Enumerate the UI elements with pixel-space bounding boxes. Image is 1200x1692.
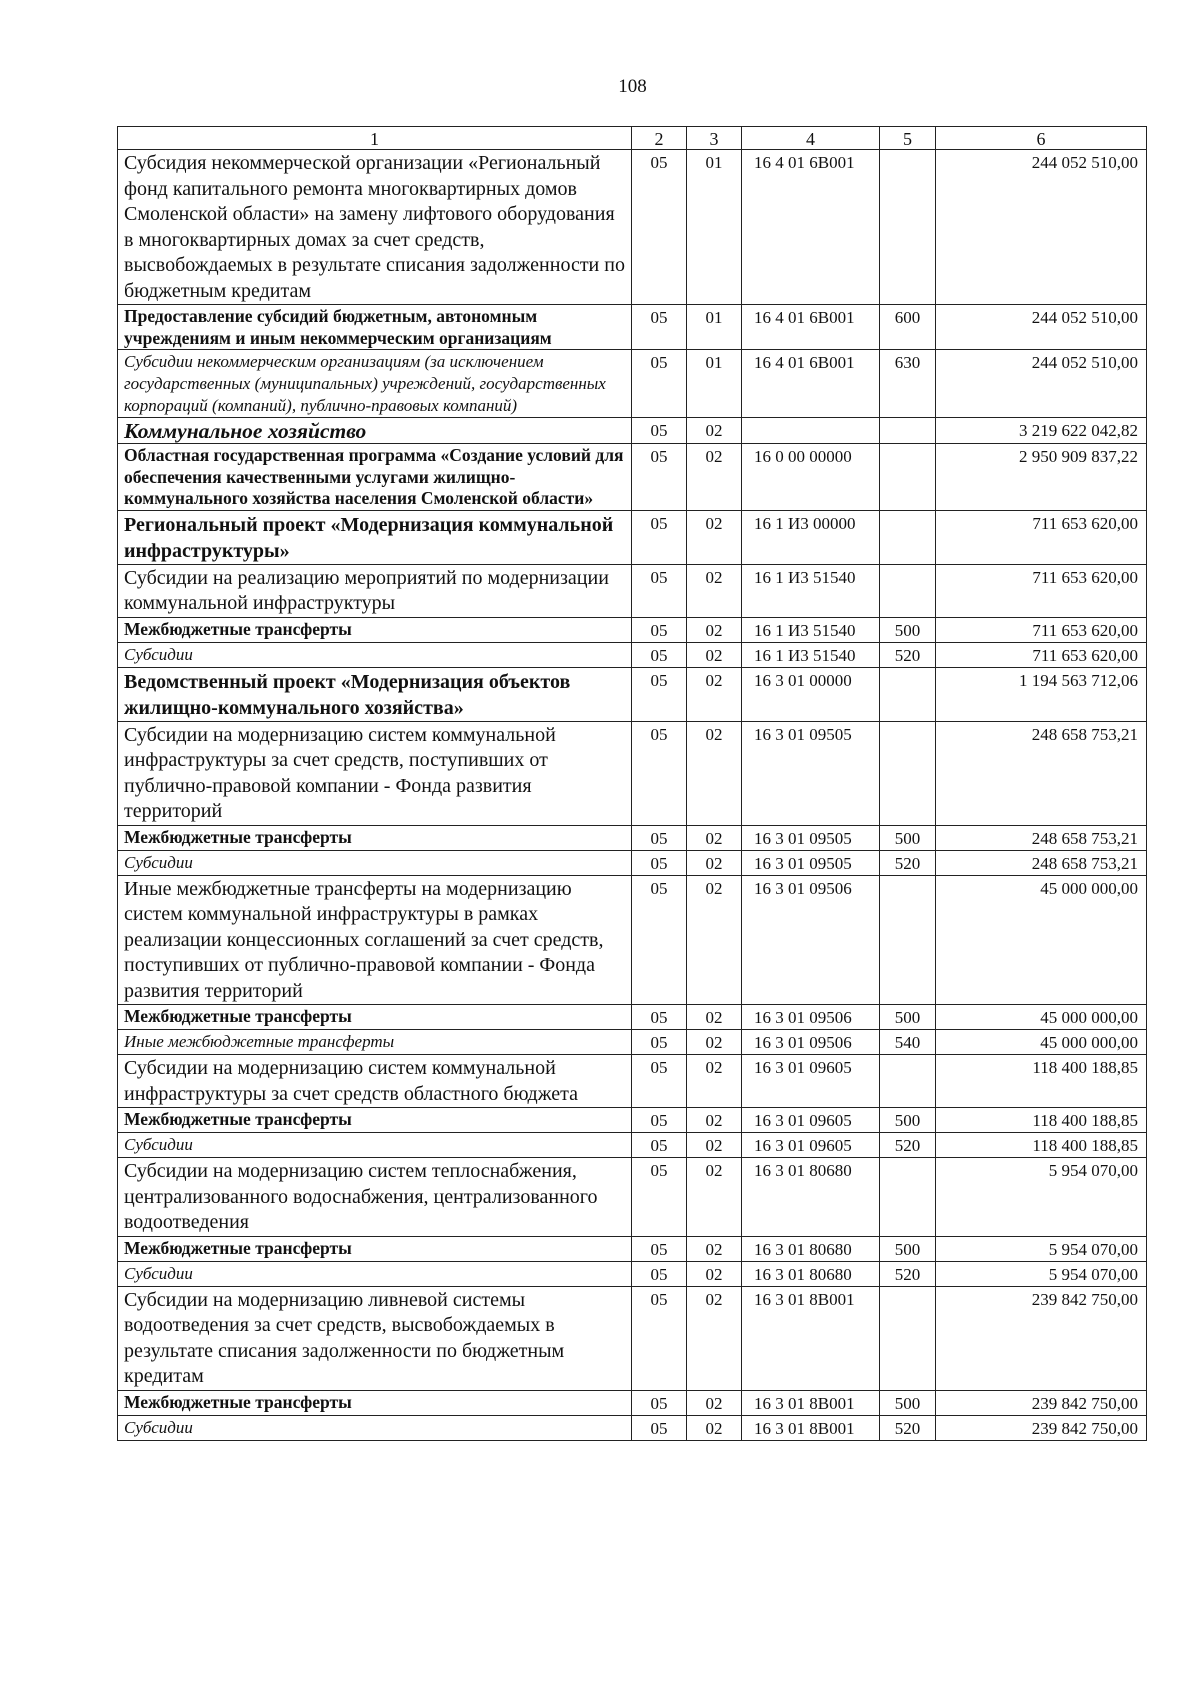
column-header-target-code: 4 (742, 127, 880, 150)
row-name-cell: Субсидии (118, 1133, 632, 1158)
row-expense-type-cell: 500 (880, 1390, 936, 1415)
row-section-cell: 05 (632, 1286, 687, 1390)
row-expense-type-cell: 520 (880, 642, 936, 667)
row-expense-type-cell (880, 1286, 936, 1390)
row-subsection-cell: 02 (687, 444, 742, 511)
row-section-cell: 05 (632, 1055, 687, 1108)
row-name-cell: Субсидии на модернизацию систем коммунальной инфраструктуры за счет средств областного бюджета (118, 1055, 632, 1108)
row-name-cell: Субсидия некоммерческой организации «Региональный фонд капитального ремонта многоквартирных домов Смоленской области» на замену лифтового оборудования в многоквартирных домах за счет средств, высвобождаемых в результате списания задолженности по бюджетным кредитам (118, 150, 632, 305)
row-expense-type-cell (880, 875, 936, 1005)
table-row (118, 1005, 1147, 1030)
row-section-cell: 05 (632, 1005, 687, 1030)
row-target-code-cell: 16 3 01 09605 (742, 1108, 880, 1133)
row-subsection-cell: 01 (687, 305, 742, 350)
row-amount-cell: 244 052 510,00 (936, 150, 1147, 305)
row-expense-type-cell: 600 (880, 305, 936, 350)
row-section-cell: 05 (632, 667, 687, 721)
row-expense-type-cell (880, 564, 936, 617)
row-amount-cell: 248 658 753,21 (936, 721, 1147, 825)
row-subsection-cell: 02 (687, 721, 742, 825)
row-subsection-cell: 02 (687, 642, 742, 667)
row-subsection-cell: 02 (687, 1108, 742, 1133)
table-row (118, 667, 1147, 721)
row-section-cell: 05 (632, 418, 687, 444)
row-amount-cell: 1 194 563 712,06 (936, 667, 1147, 721)
row-expense-type-cell: 520 (880, 850, 936, 875)
table-row (118, 1261, 1147, 1286)
row-expense-type-cell: 500 (880, 1108, 936, 1133)
column-header-subsection: 3 (687, 127, 742, 150)
row-name-cell: Субсидии на модернизацию систем теплоснабжения, централизованного водоснабжения, централизованного водоотведения (118, 1158, 632, 1237)
row-amount-cell: 239 842 750,00 (936, 1415, 1147, 1440)
table-row (118, 1415, 1147, 1440)
row-subsection-cell: 02 (687, 875, 742, 1005)
row-target-code-cell: 16 3 01 8В001 (742, 1415, 880, 1440)
row-expense-type-cell (880, 1055, 936, 1108)
row-target-code-cell: 16 3 01 09506 (742, 1030, 880, 1055)
row-section-cell: 05 (632, 1133, 687, 1158)
page-number: 108 (618, 76, 647, 97)
row-section-cell: 05 (632, 825, 687, 850)
row-expense-type-cell: 520 (880, 1415, 936, 1440)
column-header-name: 1 (118, 127, 632, 150)
row-expense-type-cell: 520 (880, 1261, 936, 1286)
row-amount-cell: 5 954 070,00 (936, 1158, 1147, 1237)
table-row (118, 1158, 1147, 1237)
table-row (118, 1390, 1147, 1415)
table-row (118, 617, 1147, 642)
row-target-code-cell: 16 3 01 00000 (742, 667, 880, 721)
table-row (118, 1236, 1147, 1261)
table-row (118, 150, 1147, 305)
row-name-cell: Субсидии на модернизацию ливневой системы водоотведения за счет средств, высвобождаемых в результате списания задолженности по бюджетным кредитам (118, 1286, 632, 1390)
row-amount-cell: 711 653 620,00 (936, 617, 1147, 642)
row-subsection-cell: 02 (687, 1286, 742, 1390)
row-target-code-cell (742, 418, 880, 444)
row-subsection-cell: 02 (687, 564, 742, 617)
table-row (118, 1133, 1147, 1158)
row-expense-type-cell (880, 721, 936, 825)
table-row (118, 564, 1147, 617)
row-section-cell: 05 (632, 721, 687, 825)
column-header-amount: 6 (936, 127, 1147, 150)
row-subsection-cell: 02 (687, 1261, 742, 1286)
table-row (118, 418, 1147, 444)
row-section-cell: 05 (632, 510, 687, 564)
row-section-cell: 05 (632, 1390, 687, 1415)
row-section-cell: 05 (632, 444, 687, 511)
row-subsection-cell: 02 (687, 1030, 742, 1055)
row-name-cell: Иные межбюджетные трансферты на модернизацию систем коммунальной инфраструктуры в рамках реализации концессионных соглашений за счет средств, поступивших от публично-правовой компании - Фонда развития территорий (118, 875, 632, 1005)
row-expense-type-cell: 500 (880, 825, 936, 850)
row-subsection-cell: 02 (687, 510, 742, 564)
table-body (118, 150, 1147, 1441)
row-section-cell: 05 (632, 150, 687, 305)
row-target-code-cell: 16 4 01 6В001 (742, 350, 880, 418)
row-amount-cell: 248 658 753,21 (936, 850, 1147, 875)
row-target-code-cell: 16 3 01 09505 (742, 721, 880, 825)
row-name-cell: Субсидии на модернизацию систем коммунальной инфраструктуры за счет средств, поступивших от публично-правовой компании - Фонда развития территорий (118, 721, 632, 825)
row-name-cell: Межбюджетные трансферты (118, 1390, 632, 1415)
row-target-code-cell: 16 1 И3 51540 (742, 642, 880, 667)
row-name-cell: Коммунальное хозяйство (118, 418, 632, 444)
row-name-cell: Субсидии (118, 642, 632, 667)
row-amount-cell: 118 400 188,85 (936, 1055, 1147, 1108)
row-name-cell: Субсидии на реализацию мероприятий по модернизации коммунальной инфраструктуры (118, 564, 632, 617)
row-section-cell: 05 (632, 1030, 687, 1055)
header-row (118, 127, 1147, 150)
table-row (118, 642, 1147, 667)
row-expense-type-cell: 500 (880, 1236, 936, 1261)
row-target-code-cell: 16 3 01 09506 (742, 875, 880, 1005)
row-subsection-cell: 02 (687, 850, 742, 875)
row-name-cell: Межбюджетные трансферты (118, 825, 632, 850)
row-subsection-cell: 02 (687, 1133, 742, 1158)
row-name-cell: Межбюджетные трансферты (118, 1236, 632, 1261)
row-name-cell: Ведомственный проект «Модернизация объектов жилищно-коммунального хозяйства» (118, 667, 632, 721)
table-row (118, 875, 1147, 1005)
row-amount-cell: 711 653 620,00 (936, 564, 1147, 617)
row-amount-cell: 2 950 909 837,22 (936, 444, 1147, 511)
row-subsection-cell: 02 (687, 667, 742, 721)
row-name-cell: Субсидии (118, 850, 632, 875)
row-subsection-cell: 02 (687, 1055, 742, 1108)
row-expense-type-cell (880, 444, 936, 511)
row-expense-type-cell (880, 667, 936, 721)
row-subsection-cell: 01 (687, 350, 742, 418)
row-amount-cell: 239 842 750,00 (936, 1390, 1147, 1415)
row-expense-type-cell: 540 (880, 1030, 936, 1055)
row-expense-type-cell (880, 1158, 936, 1237)
row-target-code-cell: 16 1 И3 00000 (742, 510, 880, 564)
row-subsection-cell: 02 (687, 1390, 742, 1415)
row-section-cell: 05 (632, 305, 687, 350)
row-name-cell: Субсидии (118, 1415, 632, 1440)
table-row (118, 1030, 1147, 1055)
row-target-code-cell: 16 3 01 09605 (742, 1133, 880, 1158)
row-expense-type-cell: 500 (880, 1005, 936, 1030)
row-amount-cell: 45 000 000,00 (936, 1030, 1147, 1055)
row-expense-type-cell (880, 510, 936, 564)
row-amount-cell: 711 653 620,00 (936, 510, 1147, 564)
table-row (118, 444, 1147, 511)
row-amount-cell: 118 400 188,85 (936, 1108, 1147, 1133)
row-name-cell: Региональный проект «Модернизация коммунальной инфраструктуры» (118, 510, 632, 564)
row-subsection-cell: 02 (687, 1236, 742, 1261)
row-amount-cell: 239 842 750,00 (936, 1286, 1147, 1390)
row-subsection-cell: 02 (687, 825, 742, 850)
row-target-code-cell: 16 3 01 09505 (742, 825, 880, 850)
table-row (118, 850, 1147, 875)
row-target-code-cell: 16 3 01 8В001 (742, 1286, 880, 1390)
row-amount-cell: 45 000 000,00 (936, 1005, 1147, 1030)
row-amount-cell: 244 052 510,00 (936, 305, 1147, 350)
row-name-cell: Межбюджетные трансферты (118, 617, 632, 642)
row-subsection-cell: 02 (687, 418, 742, 444)
row-target-code-cell: 16 4 01 6В001 (742, 150, 880, 305)
row-amount-cell: 45 000 000,00 (936, 875, 1147, 1005)
row-name-cell: Межбюджетные трансферты (118, 1005, 632, 1030)
row-section-cell: 05 (632, 1415, 687, 1440)
row-expense-type-cell: 630 (880, 350, 936, 418)
row-section-cell: 05 (632, 1236, 687, 1261)
row-target-code-cell: 16 3 01 09506 (742, 1005, 880, 1030)
row-subsection-cell: 01 (687, 150, 742, 305)
row-target-code-cell: 16 3 01 09505 (742, 850, 880, 875)
row-amount-cell: 3 219 622 042,82 (936, 418, 1147, 444)
row-target-code-cell: 16 3 01 80680 (742, 1236, 880, 1261)
row-name-cell: Предоставление субсидий бюджетным, автономным учреждениям и иным некоммерческим организациям (118, 305, 632, 350)
row-target-code-cell: 16 3 01 80680 (742, 1261, 880, 1286)
row-amount-cell: 711 653 620,00 (936, 642, 1147, 667)
row-name-cell: Иные межбюджетные трансферты (118, 1030, 632, 1055)
row-section-cell: 05 (632, 617, 687, 642)
table-row (118, 721, 1147, 825)
row-subsection-cell: 02 (687, 1158, 742, 1237)
row-expense-type-cell: 520 (880, 1133, 936, 1158)
row-expense-type-cell: 500 (880, 617, 936, 642)
row-section-cell: 05 (632, 1158, 687, 1237)
table-row (118, 510, 1147, 564)
row-amount-cell: 244 052 510,00 (936, 350, 1147, 418)
row-expense-type-cell (880, 418, 936, 444)
table-row (118, 1108, 1147, 1133)
row-target-code-cell: 16 3 01 09605 (742, 1055, 880, 1108)
row-amount-cell: 5 954 070,00 (936, 1236, 1147, 1261)
row-target-code-cell: 16 3 01 80680 (742, 1158, 880, 1237)
row-target-code-cell: 16 4 01 6В001 (742, 305, 880, 350)
row-target-code-cell: 16 1 И3 51540 (742, 617, 880, 642)
row-name-cell: Областная государственная программа «Создание условий для обеспечения качественными услугами жилищно-коммунального хозяйства населения Смоленской области» (118, 444, 632, 511)
row-target-code-cell: 16 0 00 00000 (742, 444, 880, 511)
column-header-expense-type: 5 (880, 127, 936, 150)
row-section-cell: 05 (632, 1108, 687, 1133)
row-amount-cell: 118 400 188,85 (936, 1133, 1147, 1158)
budget-table (117, 126, 1147, 1441)
row-name-cell: Субсидии некоммерческим организациям (за исключением государственных (муниципальных) учреждений, государственных корпораций (компаний), публично-правовых компаний) (118, 350, 632, 418)
row-name-cell: Межбюджетные трансферты (118, 1108, 632, 1133)
row-section-cell: 05 (632, 875, 687, 1005)
row-section-cell: 05 (632, 350, 687, 418)
row-amount-cell: 248 658 753,21 (936, 825, 1147, 850)
table-row (118, 825, 1147, 850)
row-subsection-cell: 02 (687, 1415, 742, 1440)
row-name-cell: Субсидии (118, 1261, 632, 1286)
row-section-cell: 05 (632, 1261, 687, 1286)
row-target-code-cell: 16 1 И3 51540 (742, 564, 880, 617)
column-header-section: 2 (632, 127, 687, 150)
row-subsection-cell: 02 (687, 617, 742, 642)
row-expense-type-cell (880, 150, 936, 305)
table-row (118, 1055, 1147, 1108)
table-row (118, 305, 1147, 350)
row-section-cell: 05 (632, 642, 687, 667)
row-amount-cell: 5 954 070,00 (936, 1261, 1147, 1286)
row-target-code-cell: 16 3 01 8В001 (742, 1390, 880, 1415)
table-row (118, 1286, 1147, 1390)
table-row (118, 350, 1147, 418)
row-subsection-cell: 02 (687, 1005, 742, 1030)
row-section-cell: 05 (632, 564, 687, 617)
row-section-cell: 05 (632, 850, 687, 875)
